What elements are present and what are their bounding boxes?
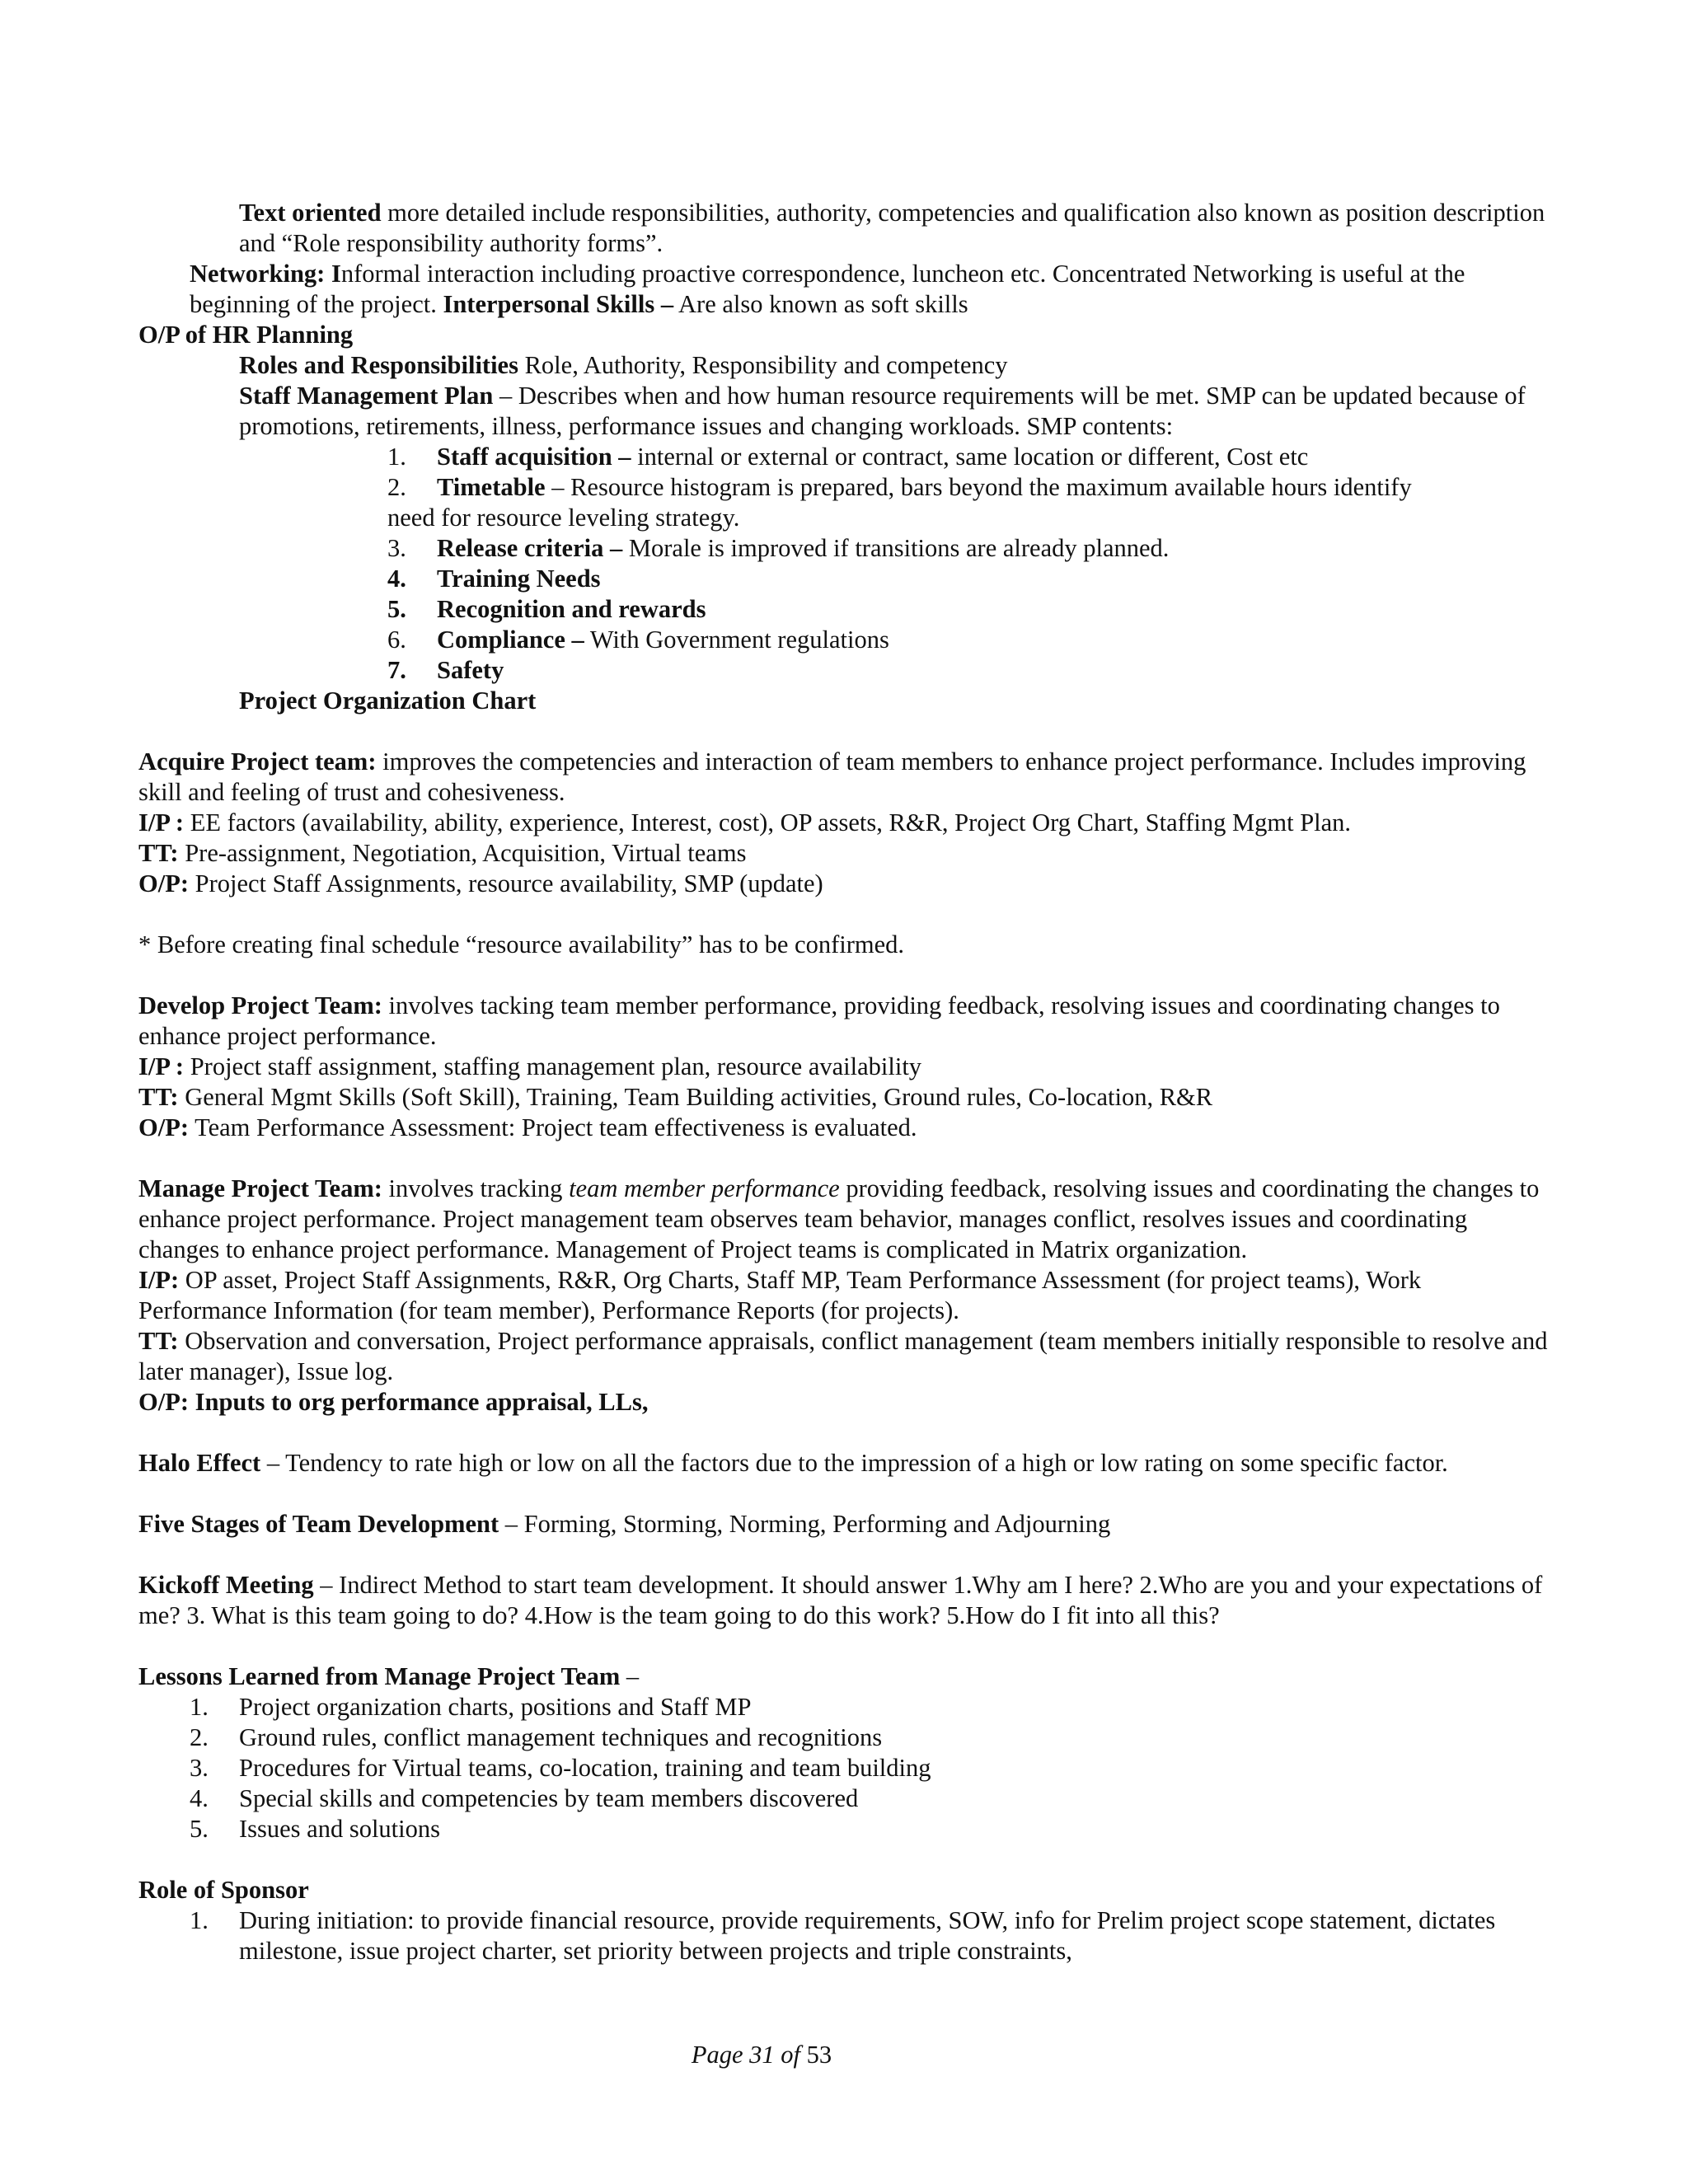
list-item: 1. Project organization charts, positions and Staff MP [190,1693,752,1721]
text-oriented-paragraph: Text oriented more detailed include responsibilities, authority, competencies and qualification also known as position description and “Role responsibility authority forms”. [239,199,1545,257]
lessons-heading: Lessons Learned from Manage Project Team – [138,1662,640,1690]
develop-outputs: O/P: Team Performance Assessment: Project team effectiveness is evaluated. [138,1113,917,1141]
acquire-outputs: O/P: Project Staff Assignments, resource availability, SMP (update) [138,869,823,898]
develop-inputs: I/P : Project staff assignment, staffing management plan, resource availability [138,1052,922,1080]
document-page [138,198,1550,1966]
list-item: 3. Procedures for Virtual teams, co-location, training and team building [190,1754,931,1782]
list-item: 3. Release criteria – Morale is improved if transitions are already planned. [387,534,1170,562]
list-item: 6. Compliance – With Government regulations [387,626,889,654]
develop-tools: TT: General Mgmt Skills (Soft Skill), Training, Team Building activities, Ground rules, Co-location, R&R [138,1083,1213,1111]
list-item: 5. Recognition and rewards [387,595,706,623]
page-number: Page 31 of 53 [691,2041,832,2069]
list-item-continuation: need for resource leveling strategy. [387,504,740,532]
five-stages-paragraph: Five Stages of Team Development – Forming, Storming, Norming, Performing and Adjourning [138,1510,1111,1538]
term: Text oriented [239,199,382,227]
sponsor-heading: Role of Sponsor [138,1876,309,1904]
acquire-tools: TT: Pre-assignment, Negotiation, Acquisition, Virtual teams [138,839,747,867]
list-item: 7. Safety [387,656,504,684]
manage-inputs: I/P: OP asset, Project Staff Assignments, R&R, Org Charts, Staff MP, Team Performance Assessment (for project teams), Work Performance Information (for team member), Performance Reports (for projects). [138,1266,1422,1324]
list-item: 2. Timetable – Resource histogram is prepared, bars beyond the maximum available hours identify [387,473,1412,501]
list-item: 1. During initiation: to provide financial resource, provide requirements, SOW, info for Prelim project scope statement, dictates milestone, issue project charter, set priority between projects and triple constraints, [190,1906,1496,1965]
list-item: 1. Staff acquisition – internal or external or contract, same location or different, Cost etc [387,443,1309,471]
project-org-chart-heading: Project Organization Chart [239,687,537,715]
networking-paragraph: Networking: Informal interaction including proactive correspondence, luncheon etc. Concentrated Networking is useful at the beginning of the project. Interpersonal Skills – Are also known as soft skills [190,260,1465,318]
halo-effect-paragraph: Halo Effect – Tendency to rate high or low on all the factors due to the impression of a high or low rating on some specific factor. [138,1449,1448,1477]
manage-outputs: O/P: Inputs to org performance appraisal, LLs, [138,1388,649,1416]
section-heading-op-hr: O/P of HR Planning [138,321,354,349]
acquire-paragraph: Acquire Project team: improves the competencies and interaction of team members to enhance project performance. Includes improving skill and feeling of trust and cohesiveness. [138,748,1526,806]
develop-paragraph: Develop Project Team: involves tacking team member performance, providing feedback, resolving issues and coordinating changes to enhance project performance. [138,991,1500,1050]
kickoff-paragraph: Kickoff Meeting – Indirect Method to start team development. It should answer 1.Why am I here? 2.Who are you and your expectations of me? 3. What is this team going to do? 4.How is the team going to do this work? 5.How do I fit into all this? [138,1571,1543,1629]
list-item: 4. Training Needs [387,565,601,593]
roles-paragraph: Roles and Responsibilities Role, Authority, Responsibility and competency [239,351,1008,379]
page-footer [0,2040,1688,2070]
manage-paragraph: Manage Project Team: involves tracking team member performance providing feedback, resolving issues and coordinating the changes to enhance project performance. Project management team observes team behavior, manages conflict, resolves issues and coordinating changes to enhance project performance. Management of Project teams is complicated in Matrix organization. [138,1174,1540,1263]
manage-tools: TT: Observation and conversation, Project performance appraisals, conflict management (team members initially responsible to resolve and later manager), Issue log. [138,1327,1548,1385]
list-item: 2. Ground rules, conflict management techniques and recognitions [190,1723,883,1751]
smp-paragraph: Staff Management Plan – Describes when and how human resource requirements will be met. SMP can be updated because of promotions, retirements, illness, performance issues and changing workloads. SMP contents: [239,382,1526,440]
acquire-inputs: I/P : EE factors (availability, ability, experience, Interest, cost), OP assets, R&R, Project Org Chart, Staffing Mgmt Plan. [138,808,1352,837]
list-item: 5. Issues and solutions [190,1815,440,1843]
resource-note: * Before creating final schedule “resource availability” has to be confirmed. [138,930,904,958]
list-item: 4. Special skills and competencies by team members discovered [190,1784,859,1812]
